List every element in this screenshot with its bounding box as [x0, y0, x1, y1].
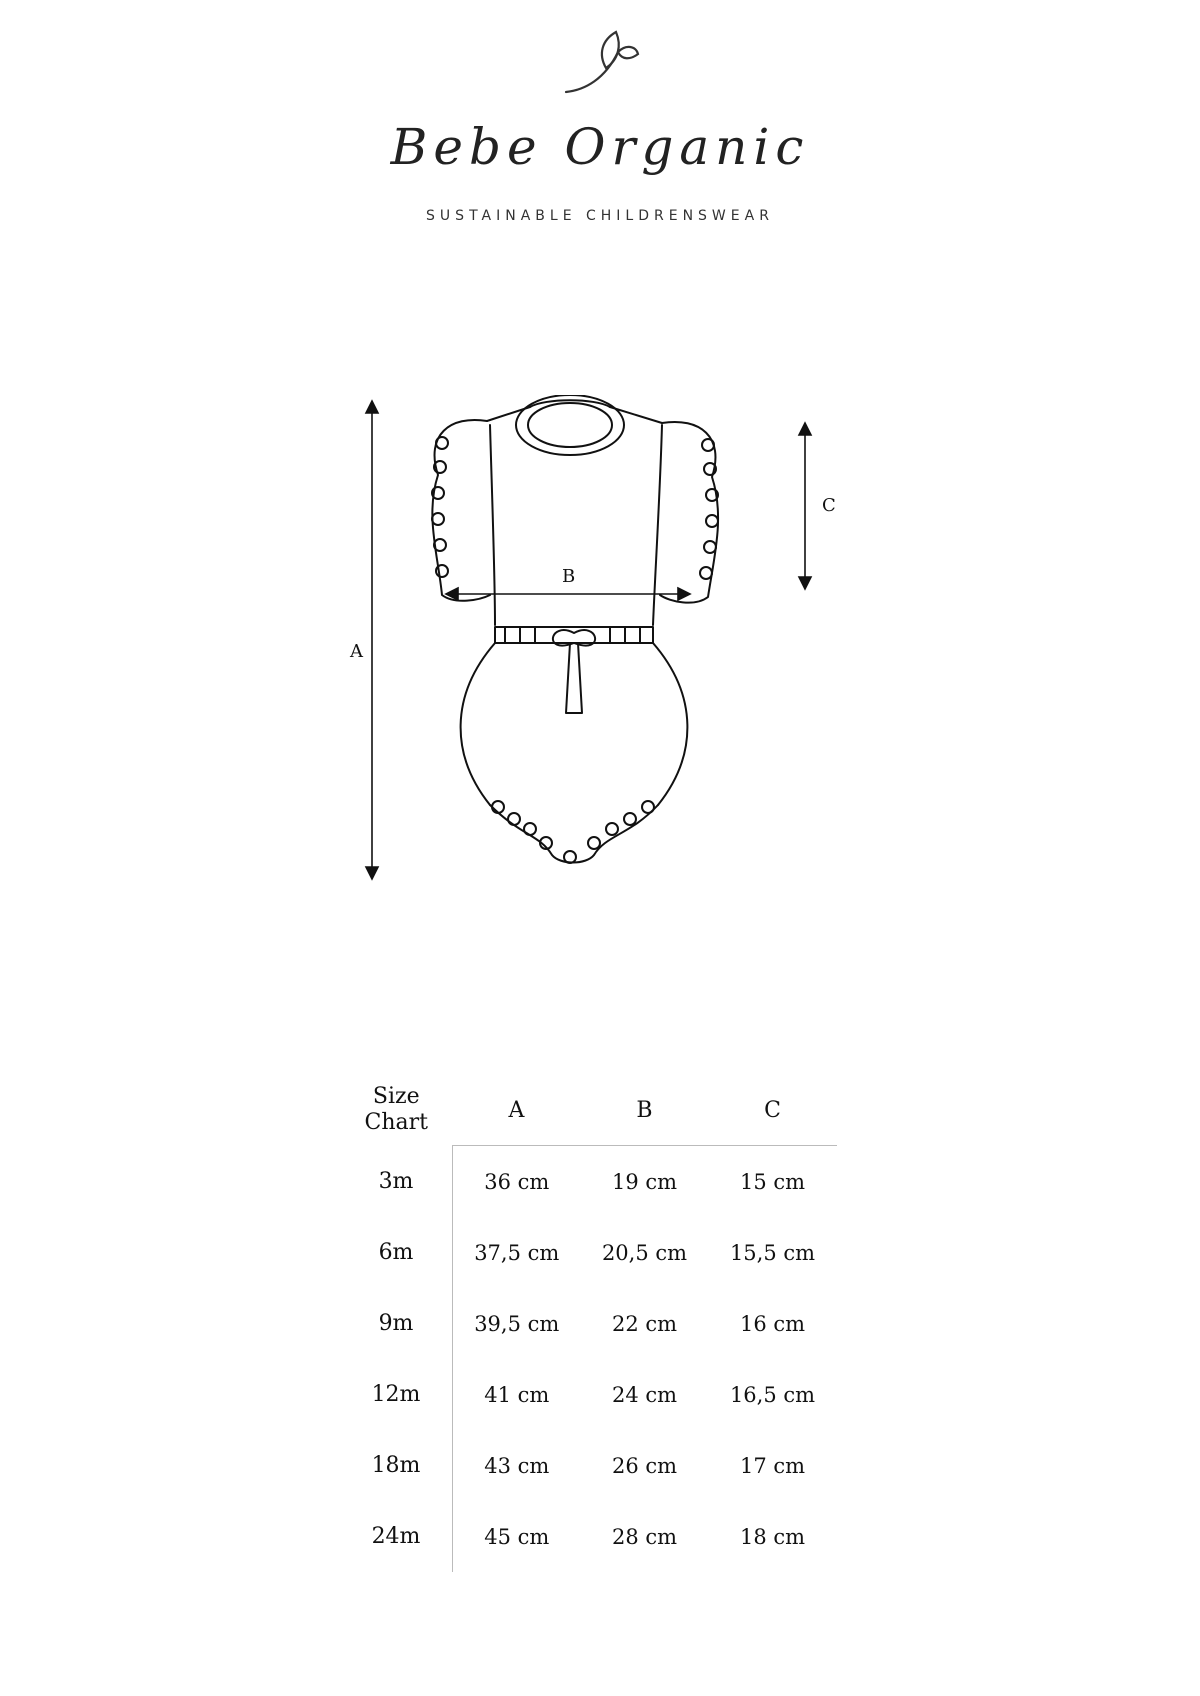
size-chart-corner-label — [340, 1075, 453, 1146]
table-cell: 37,5 cm — [453, 1217, 581, 1288]
table-cell: 26 cm — [611, 1453, 678, 1478]
table-cell: 15,5 cm — [729, 1240, 816, 1265]
table-cell: 16 cm — [739, 1311, 806, 1336]
size-chart-corner-line2: Chart — [364, 1110, 428, 1136]
table-cell: 20,5 cm — [601, 1240, 688, 1265]
table-cell: 36 cm — [453, 1146, 581, 1218]
table-row — [340, 1501, 837, 1572]
table-cell: 24 cm — [611, 1382, 678, 1407]
brand-name: Bebe Organic — [390, 118, 810, 176]
table-cell: 45 cm — [453, 1501, 581, 1572]
table-row — [340, 1146, 837, 1218]
size-chart-corner-line1: Size — [372, 1084, 420, 1110]
table-cell: 22 cm — [611, 1311, 678, 1336]
table-row — [340, 1217, 837, 1288]
table-cell: 43 cm — [453, 1430, 581, 1501]
size-label: 6m — [378, 1240, 414, 1265]
column-header-c: C — [709, 1075, 837, 1146]
table-cell: 39,5 cm — [453, 1288, 581, 1359]
dimension-label-c: C — [822, 495, 836, 516]
size-label: 18m — [371, 1453, 421, 1478]
brand-tagline: SUSTAINABLE CHILDRENSWEAR — [426, 208, 774, 224]
table-cell: 28 cm — [611, 1524, 678, 1549]
table-row — [340, 1359, 837, 1430]
table-cell: 15 cm — [739, 1169, 806, 1194]
column-header-b: B — [581, 1075, 709, 1146]
table-row — [340, 1430, 837, 1501]
table-row — [340, 1288, 837, 1359]
table-cell: 16,5 cm — [729, 1382, 816, 1407]
table-cell: 18 cm — [739, 1524, 806, 1549]
romper-measurement-diagram — [330, 395, 890, 925]
leaf-logo-icon — [560, 24, 640, 104]
size-label: 9m — [378, 1311, 414, 1336]
size-chart-header-row — [340, 1075, 837, 1146]
dimension-label-a: A — [350, 641, 363, 662]
table-cell: 19 cm — [611, 1169, 678, 1194]
column-header-a: A — [453, 1075, 581, 1146]
dimension-label-b: B — [562, 566, 576, 587]
table-cell: 41 cm — [453, 1359, 581, 1430]
size-label: 12m — [371, 1382, 421, 1407]
size-label: 3m — [378, 1168, 414, 1194]
table-cell: 17 cm — [739, 1453, 806, 1478]
size-label: 24m — [371, 1524, 421, 1549]
size-chart-table — [340, 1075, 837, 1572]
